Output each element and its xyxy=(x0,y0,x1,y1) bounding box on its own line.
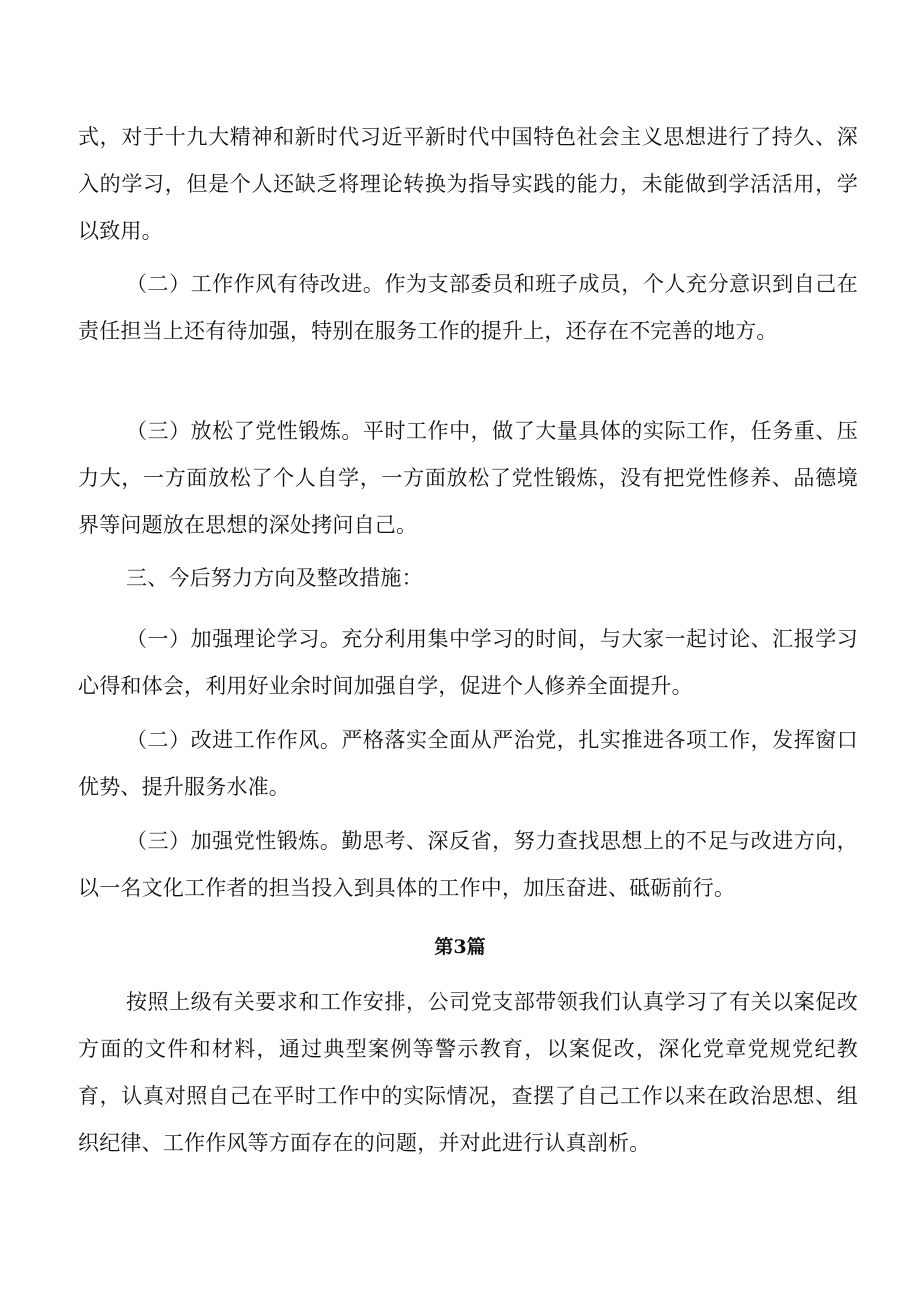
section-heading-measures: 三、今后努力方向及整改措施： xyxy=(126,566,423,590)
chapter-heading: 第3篇 xyxy=(434,936,486,958)
paragraph-continuation: 式，对于十九大精神和新时代习近平新时代中国特色社会主义思想进行了持久、深入的学习，但是个人还缺乏将理论转换为指导实践的能力，未能做到学活活用，学以致用。 xyxy=(78,125,858,243)
paragraph-strengthen-party: （三）加强党性锻炼。勤思考、深反省，努力查找思想上的不足与改进方向，以一名文化工作者的担当投入到具体的工作中，加压奋进、砥砺前行。 xyxy=(78,829,858,900)
paragraph-theory-study: （一）加强理论学习。充分利用集中学习的时间，与大家一起讨论、汇报学习心得和体会，利用好业余时间加强自学，促进个人修养全面提升。 xyxy=(78,627,858,698)
paragraph-improve-work-style: （二）改进工作作风。严格落实全面从严治党，扎实推进各项工作，发挥窗口优势、提升服务水准。 xyxy=(78,728,858,799)
paragraph-party-discipline: （三）放松了党性锻炼。平时工作中，做了大量具体的实际工作，任务重、压力大，一方面放松了个人自学，一方面放松了党性锻炼，没有把党性修养、品德境界等问题放在思想的深处拷问自己。 xyxy=(78,419,858,537)
paragraph-work-style: （二）工作作风有待改进。作为支部委员和班子成员，个人充分意识到自己在责任担当上还有待加强，特别在服务工作的提升上，还存在不完善的地方。 xyxy=(78,272,858,343)
paragraph-chapter-intro: 按照上级有关要求和工作安排，公司党支部带领我们认真学习了有关以案促改方面的文件和材料，通过典型案例等警示教育，以案促改，深化党章党规党纪教育，认真对照自己在平时工作中的实际情况，查摆了自己工作以来在政治思想、组织纪律、工作作风等方面存在的问题，并对此进行认真剖析。 xyxy=(78,990,858,1155)
